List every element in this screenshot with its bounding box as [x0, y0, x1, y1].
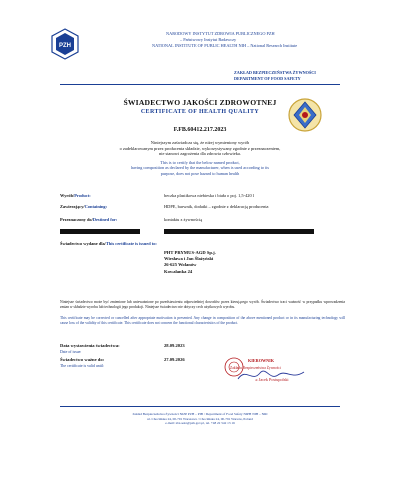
contains-value: HDPE, barwnik, dodatki – zgodnie z deklaracją producenta — [164, 204, 269, 209]
intro-pl-line-2: o zadeklarowanym przez producenta składzie, wykorzystywany zgodnie z przeznaczeniem, — [119, 145, 281, 151]
footer-line-1: Zakład Bezpieczeństwa Żywności NIZP PZH – PIB / Department of Food Safety NIPH NIH – NRI — [132, 412, 268, 416]
company-street: Kowalanka 24 — [164, 268, 193, 274]
company-name: PHT PRYMUS-AGD Sp.j. — [164, 250, 216, 255]
institute-name-en: NATIONAL INSTITUTE OF PUBLIC HEALTH NIH – National Research Institute — [152, 43, 298, 48]
footer-line-2: ul. Chocimska 24, 00-791 Warszawa / Chocimska 24, 00-791 Warsaw, Poland — [147, 416, 253, 421]
intro-pl-line-3: nie stanowi zagrożenia dla zdrowia człowieka. — [159, 151, 241, 157]
intended-label: Przeznaczony do/Destined for: — [60, 217, 118, 222]
intro-en-line-2: having composition as declared by the manufacturer, when is used according to its — [130, 165, 270, 171]
department-pl: ZAKŁAD BEZPIECZEŃSTWA ŻYWNOŚCI — [234, 70, 316, 75]
intro-en-line-1: This is to certify that the below named product, — [160, 160, 240, 165]
redaction-bar — [60, 229, 140, 234]
department-header — [234, 70, 316, 82]
title-english: CERTIFICATE OF HEALTH QUALITY — [140, 109, 260, 115]
issue-date-label-en: Date of issue: — [60, 350, 82, 354]
valid-until-value: 27.09.2026 — [164, 357, 185, 362]
product-value: beczka plastikowa niebieska i biała o poj. 1,5-420 l — [164, 193, 254, 198]
pzh-logo-icon — [50, 28, 80, 62]
valid-until-label: Świadectwo ważne do: — [60, 357, 105, 362]
signatory-name: dr Jacek Postupolski — [255, 377, 289, 382]
issued-to-address — [164, 250, 216, 275]
notice-polish: Niniejsze świadectwo może być zmienione lub unieważnione po przedstawieniu odpowiedniej dowodów przez kierującego wyrób. Świadectwo traci ważność w przypadku wprowadzenia zmian w składzie wyrobu lub technologii jego produkcji. Niniejsze świadectwo nie dotyczy cech użytkowych wyrobu. — [60, 300, 345, 309]
valid-until-label-en: The certificate is valid until: — [60, 364, 105, 368]
department-en: DEPARTMENT OF FOOD SAFETY — [234, 76, 301, 81]
issued-to-label: Świadectwo wydane dla/This certificate is issued to: — [60, 241, 157, 246]
institute-name-pl: NARODOWY INSTYTUT ZDROWIA PUBLICZNEGO PZH — [166, 31, 275, 36]
footer-divider — [60, 406, 340, 407]
redaction-bar — [164, 229, 314, 234]
header-divider — [60, 84, 340, 85]
title-polish: ŚWIADECTWO JAKOŚCI ZDROWOTNEJ — [123, 98, 277, 107]
intro-polish — [60, 140, 340, 157]
institute-name-pl-2: – Państwowy Instytut Badawczy — [180, 37, 237, 42]
logo-text: PZH — [59, 43, 71, 49]
intro-english — [60, 160, 340, 176]
issue-date-label: Data wystawienia świadectwa: — [60, 343, 120, 348]
issue-date-value: 28.09.2023 — [164, 343, 185, 348]
intro-pl-line-1: Niniejszym zaświadcza się, że niżej wymieniony wyrób — [150, 140, 250, 145]
intended-value: kontaktu z żywnością — [164, 217, 203, 222]
institute-header — [152, 31, 386, 49]
signature-department: Zakładu Bezpieczeństwa Żywności — [230, 366, 281, 370]
signature-role: KIEROWNIK — [248, 358, 275, 363]
notice-english: This certificate may be corrected or cancelled after appropriate motivation is presented. Any change in composition of the above mentioned product or in its manufacturing technology will cause loss of the validity of this certificate. This certificate does not concern the functional characteristics of the product. — [60, 316, 345, 325]
footer — [60, 412, 340, 426]
contains-label: Zawierający/Containing: — [60, 204, 108, 209]
product-label: Wyrób/Product: — [60, 193, 91, 198]
company-postal: 26-625 Wolanów — [164, 262, 197, 268]
certificate-number: F.FB.60412.217.2023 — [173, 127, 227, 133]
footer-line-3: e-mail: zbz.sekr@pzh.gov.pl, tel. +48 22 542 13 16 — [165, 421, 235, 426]
company-owners: Wiesława i Jan Ślażyński — [164, 256, 214, 262]
intro-en-line-3: purpose, does not pose hazard to human health — [160, 170, 240, 176]
